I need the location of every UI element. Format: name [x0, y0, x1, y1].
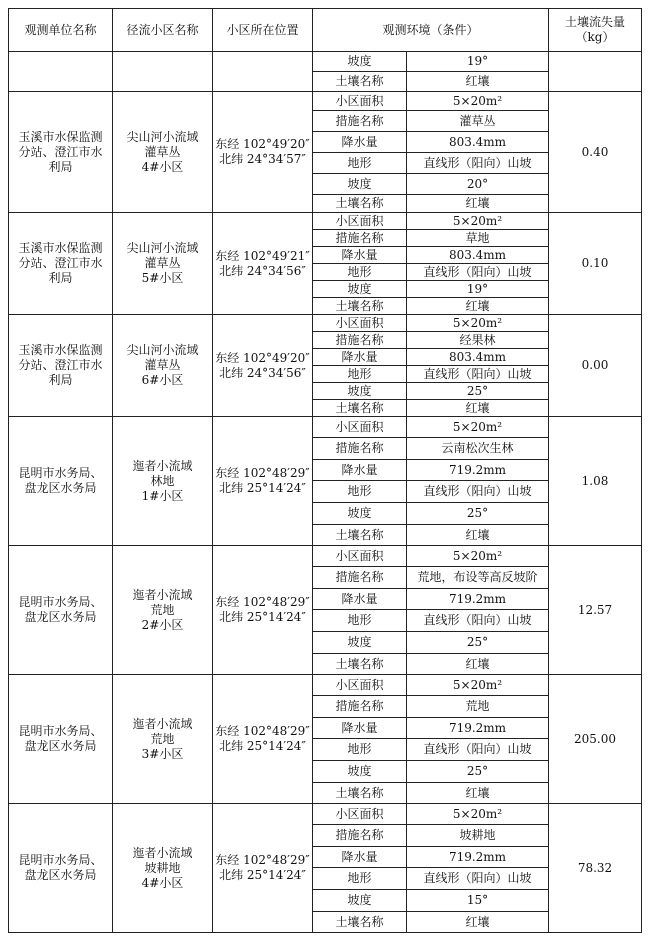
env-label: 土壤名称	[313, 400, 407, 417]
env-label: 土壤名称	[313, 525, 407, 546]
env-label: 坡度	[313, 281, 407, 298]
env-value: 5×20m²	[407, 213, 549, 230]
header-location: 小区所在位置	[213, 9, 313, 52]
table-row	[9, 315, 642, 332]
env-value: 红壤	[407, 912, 549, 933]
soil-loss-value: 12.57	[549, 546, 642, 675]
env-value: 5×20m²	[407, 804, 549, 825]
table-row	[9, 52, 642, 72]
env-label: 小区面积	[313, 213, 407, 230]
env-label: 土壤名称	[313, 72, 407, 92]
env-value: 荒地，布设等高反坡阶	[407, 567, 549, 589]
env-label: 小区面积	[313, 92, 407, 111]
env-value: 直线形（阳向）山坡	[407, 366, 549, 383]
env-value: 5×20m²	[407, 92, 549, 111]
env-value: 直线形（阳向）山坡	[407, 610, 549, 632]
env-value: 云南松次生林	[407, 438, 549, 460]
env-label: 降水量	[313, 247, 407, 264]
env-value: 灌草丛	[407, 111, 549, 132]
env-value: 719.2mm	[407, 460, 549, 481]
env-value: 直线形（阳向）山坡	[407, 868, 549, 890]
env-value: 719.2mm	[407, 589, 549, 610]
env-label: 措施名称	[313, 332, 407, 349]
env-label: 坡度	[313, 503, 407, 525]
header-plot: 径流小区名称	[113, 9, 213, 52]
env-value: 19°	[407, 52, 549, 72]
soil-loss-value: 0.10	[549, 213, 642, 315]
empty-unit-cell	[9, 52, 113, 92]
env-label: 降水量	[313, 132, 407, 153]
soil-loss-table	[8, 8, 642, 933]
empty-location-cell	[213, 52, 313, 92]
table-row	[9, 804, 642, 825]
env-value: 经果林	[407, 332, 549, 349]
env-value: 25°	[407, 383, 549, 400]
header-row	[9, 9, 642, 52]
env-label: 地形	[313, 868, 407, 890]
env-label: 措施名称	[313, 567, 407, 589]
env-label: 措施名称	[313, 230, 407, 247]
table-row	[9, 417, 642, 438]
empty-plot-cell	[113, 52, 213, 92]
env-value: 红壤	[407, 783, 549, 804]
runoff-plot-name: 迤者小流域 坡耕地 4#小区	[113, 804, 213, 933]
env-value: 红壤	[407, 525, 549, 546]
env-value: 红壤	[407, 400, 549, 417]
plot-location: 东经 102°49′20″ 北纬 24°34′56″	[213, 315, 313, 417]
env-value: 5×20m²	[407, 675, 549, 696]
env-label: 措施名称	[313, 438, 407, 460]
env-label: 地形	[313, 153, 407, 174]
plot-location: 东经 102°48′29″ 北纬 25°14′24″	[213, 546, 313, 675]
env-label: 小区面积	[313, 675, 407, 696]
env-value: 719.2mm	[407, 847, 549, 868]
env-value: 25°	[407, 761, 549, 783]
env-label: 措施名称	[313, 696, 407, 718]
observation-unit: 昆明市水务局、 盘龙区水务局	[9, 675, 113, 804]
plot-location: 东经 102°48′29″ 北纬 25°14′24″	[213, 804, 313, 933]
observation-unit: 昆明市水务局、 盘龙区水务局	[9, 804, 113, 933]
env-label: 措施名称	[313, 111, 407, 132]
env-value: 直线形（阳向）山坡	[407, 481, 549, 503]
env-label: 小区面积	[313, 546, 407, 567]
env-value: 5×20m²	[407, 417, 549, 438]
env-label: 坡度	[313, 890, 407, 912]
runoff-plot-name: 尖山河小流域 灌草丛 5#小区	[113, 213, 213, 315]
env-label: 土壤名称	[313, 195, 407, 213]
env-value: 红壤	[407, 298, 549, 315]
env-label: 地形	[313, 739, 407, 761]
env-label: 坡度	[313, 174, 407, 195]
env-label: 小区面积	[313, 417, 407, 438]
env-label: 坡度	[313, 632, 407, 654]
table-row	[9, 546, 642, 567]
observation-unit: 玉溪市水保监测 分站、澄江市水 利局	[9, 213, 113, 315]
env-value: 直线形（阳向）山坡	[407, 153, 549, 174]
header-unit: 观测单位名称	[9, 9, 113, 52]
env-value: 25°	[407, 503, 549, 525]
env-label: 降水量	[313, 349, 407, 366]
env-value: 803.4mm	[407, 132, 549, 153]
env-value: 19°	[407, 281, 549, 298]
env-value: 719.2mm	[407, 718, 549, 739]
empty-loss-cell	[549, 52, 642, 92]
table-row	[9, 675, 642, 696]
soil-loss-value: 205.00	[549, 675, 642, 804]
env-label: 小区面积	[313, 315, 407, 332]
env-label: 地形	[313, 610, 407, 632]
env-label: 降水量	[313, 589, 407, 610]
env-label: 地形	[313, 366, 407, 383]
env-label: 降水量	[313, 847, 407, 868]
header-environment: 观测环境（条件）	[313, 9, 549, 52]
plot-location: 东经 102°49′21″ 北纬 24°34′56″	[213, 213, 313, 315]
env-label: 地形	[313, 481, 407, 503]
runoff-plot-name: 迤者小流域 荒地 3#小区	[113, 675, 213, 804]
env-value: 红壤	[407, 654, 549, 675]
env-label: 坡度	[313, 52, 407, 72]
env-label: 土壤名称	[313, 298, 407, 315]
env-value: 直线形（阳向）山坡	[407, 739, 549, 761]
observation-unit: 昆明市水务局、 盘龙区水务局	[9, 417, 113, 546]
observation-unit: 玉溪市水保监测 分站、澄江市水 利局	[9, 92, 113, 213]
env-value: 荒地	[407, 696, 549, 718]
env-value: 草地	[407, 230, 549, 247]
table-row	[9, 213, 642, 230]
soil-loss-value: 1.08	[549, 417, 642, 546]
env-value: 20°	[407, 174, 549, 195]
table-row	[9, 92, 642, 111]
soil-loss-value: 78.32	[549, 804, 642, 933]
env-value: 直线形（阳向）山坡	[407, 264, 549, 281]
env-label: 土壤名称	[313, 654, 407, 675]
plot-location: 东经 102°48′29″ 北纬 25°14′24″	[213, 675, 313, 804]
soil-loss-value: 0.00	[549, 315, 642, 417]
env-label: 坡度	[313, 383, 407, 400]
runoff-plot-name: 尖山河小流域 灌草丛 6#小区	[113, 315, 213, 417]
env-label: 坡度	[313, 761, 407, 783]
env-label: 降水量	[313, 718, 407, 739]
env-value: 803.4mm	[407, 349, 549, 366]
observation-unit: 玉溪市水保监测 分站、澄江市水 利局	[9, 315, 113, 417]
runoff-plot-name: 迤者小流域 林地 1#小区	[113, 417, 213, 546]
env-label: 土壤名称	[313, 783, 407, 804]
env-label: 小区面积	[313, 804, 407, 825]
soil-loss-value: 0.40	[549, 92, 642, 213]
env-value: 红壤	[407, 72, 549, 92]
env-value: 25°	[407, 632, 549, 654]
env-value: 5×20m²	[407, 315, 549, 332]
runoff-plot-name: 尖山河小流域 灌草丛 4#小区	[113, 92, 213, 213]
plot-location: 东经 102°49′20″ 北纬 24°34′57″	[213, 92, 313, 213]
env-value: 5×20m²	[407, 546, 549, 567]
env-value: 15°	[407, 890, 549, 912]
runoff-plot-name: 迤者小流域 荒地 2#小区	[113, 546, 213, 675]
env-label: 土壤名称	[313, 912, 407, 933]
env-label: 措施名称	[313, 825, 407, 847]
plot-location: 东经 102°48′29″ 北纬 25°14′24″	[213, 417, 313, 546]
env-value: 坡耕地	[407, 825, 549, 847]
observation-unit: 昆明市水务局、 盘龙区水务局	[9, 546, 113, 675]
env-value: 803.4mm	[407, 247, 549, 264]
env-label: 降水量	[313, 460, 407, 481]
env-label: 地形	[313, 264, 407, 281]
table-body	[9, 52, 642, 933]
env-value: 红壤	[407, 195, 549, 213]
header-soil-loss: 土壤流失量 （kg）	[549, 9, 642, 52]
